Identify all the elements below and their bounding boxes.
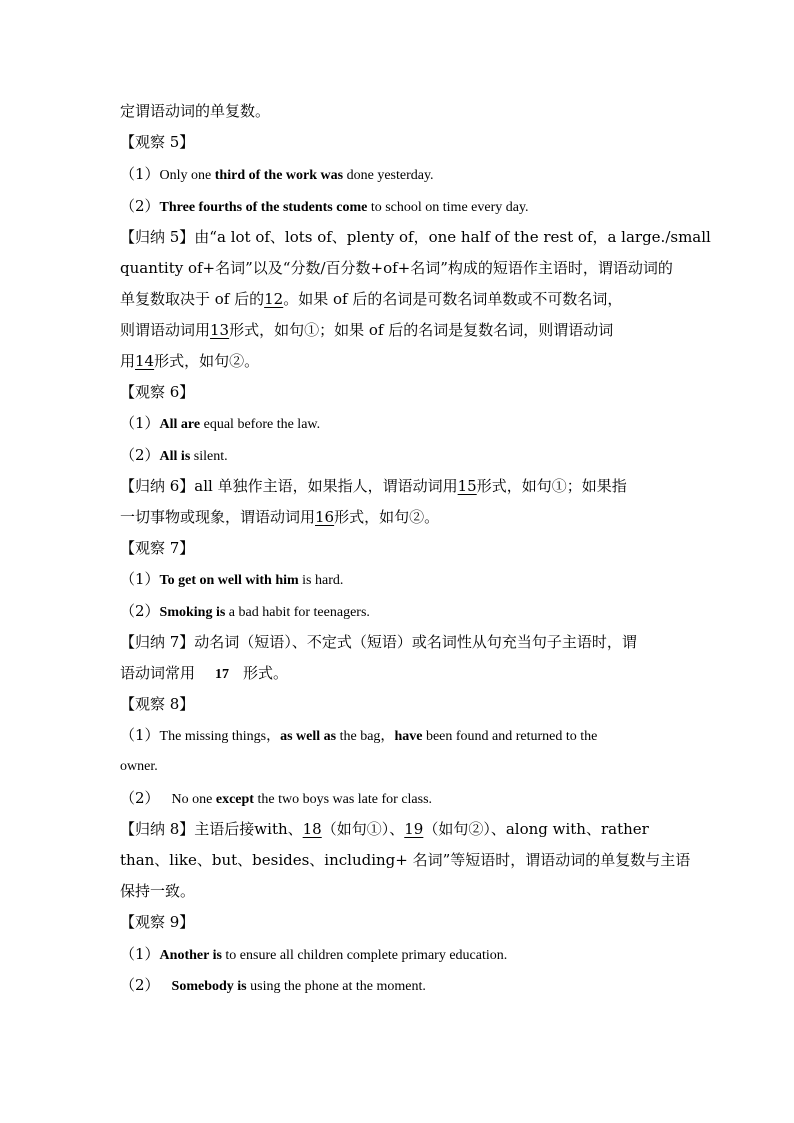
example-sentence: （1）Another is to ensure all children complete primary education. <box>120 945 508 963</box>
summary-text: 单复数取决于 of 后的12。如果 of 后的名词是可数名词单数或不可数名词， <box>120 290 623 308</box>
answer-blank: 15 <box>457 477 477 495</box>
answer-blank: 18 <box>302 820 322 838</box>
answer-blank: 16 <box>315 508 335 526</box>
summary-text: 则谓语动词用13形式，如句①；如果 of 后的名词是复数名词，则谓语动词 <box>120 321 614 339</box>
example-sentence: （1）The missing things，as well as the bag，have been found and returned to the <box>120 726 598 744</box>
answer-number: 17 <box>215 667 230 682</box>
example-sentence: （2） Somebody is using the phone at the moment. <box>120 976 426 994</box>
summary-text: than、like、but、besides、including+ 名词”等短语时，谓语动词的单复数与主语 <box>120 851 691 869</box>
answer-blank: 19 <box>404 820 424 838</box>
summary-text: 保持一致。 <box>120 882 196 900</box>
summary-text: quantity of+名词”以及“分数/百分数+of+名词”构成的短语作主语时，谓语动词的 <box>120 259 673 277</box>
example-sentence: （2） No one except the two boys was late for class. <box>120 789 433 807</box>
summary-text: 【归纳 5】由“a lot of、lots of、plenty of，one half of the rest of，a large./small <box>120 228 711 246</box>
example-sentence: （2）All is silent. <box>120 446 228 464</box>
example-sentence: （1）To get on well with him is hard. <box>120 570 344 588</box>
summary-text: 【归纳 7】动名词（短语）、不定式（短语）或名词性从句充当句子主语时，谓 <box>120 633 637 651</box>
summary-text: 用14形式，如句②。 <box>120 352 260 370</box>
section-heading-observe-5: 【观察 5】 <box>120 133 195 151</box>
text-line: 定谓语动词的单复数。 <box>120 102 271 120</box>
section-heading-observe-8: 【观察 8】 <box>120 695 195 713</box>
example-sentence: （2）Three fourths of the students come to school on time every day. <box>120 197 529 215</box>
section-heading-observe-9: 【观察 9】 <box>120 913 195 931</box>
summary-text: 【归纳 8】主语后接with、18（如句①）、19（如句②）、along with、rather <box>120 820 649 838</box>
summary-text: 语动词常用 17 形式。 <box>120 664 289 682</box>
answer-blank: 14 <box>135 352 155 370</box>
example-sentence: （1）All are equal before the law. <box>120 414 321 432</box>
section-heading-observe-6: 【观察 6】 <box>120 383 195 401</box>
example-sentence: （1）Only one third of the work was done yesterday. <box>120 165 434 183</box>
summary-text: 【归纳 6】all 单独作主语，如果指人，谓语动词用15形式，如句①；如果指 <box>120 477 627 495</box>
example-sentence: （2）Smoking is a bad habit for teenagers. <box>120 602 370 620</box>
example-sentence-continued: owner. <box>120 759 158 774</box>
answer-blank: 12 <box>264 290 284 308</box>
answer-blank: 13 <box>210 321 230 339</box>
section-heading-observe-7: 【观察 7】 <box>120 539 195 557</box>
summary-text: 一切事物或现象，谓语动词用16形式，如句②。 <box>120 508 440 526</box>
